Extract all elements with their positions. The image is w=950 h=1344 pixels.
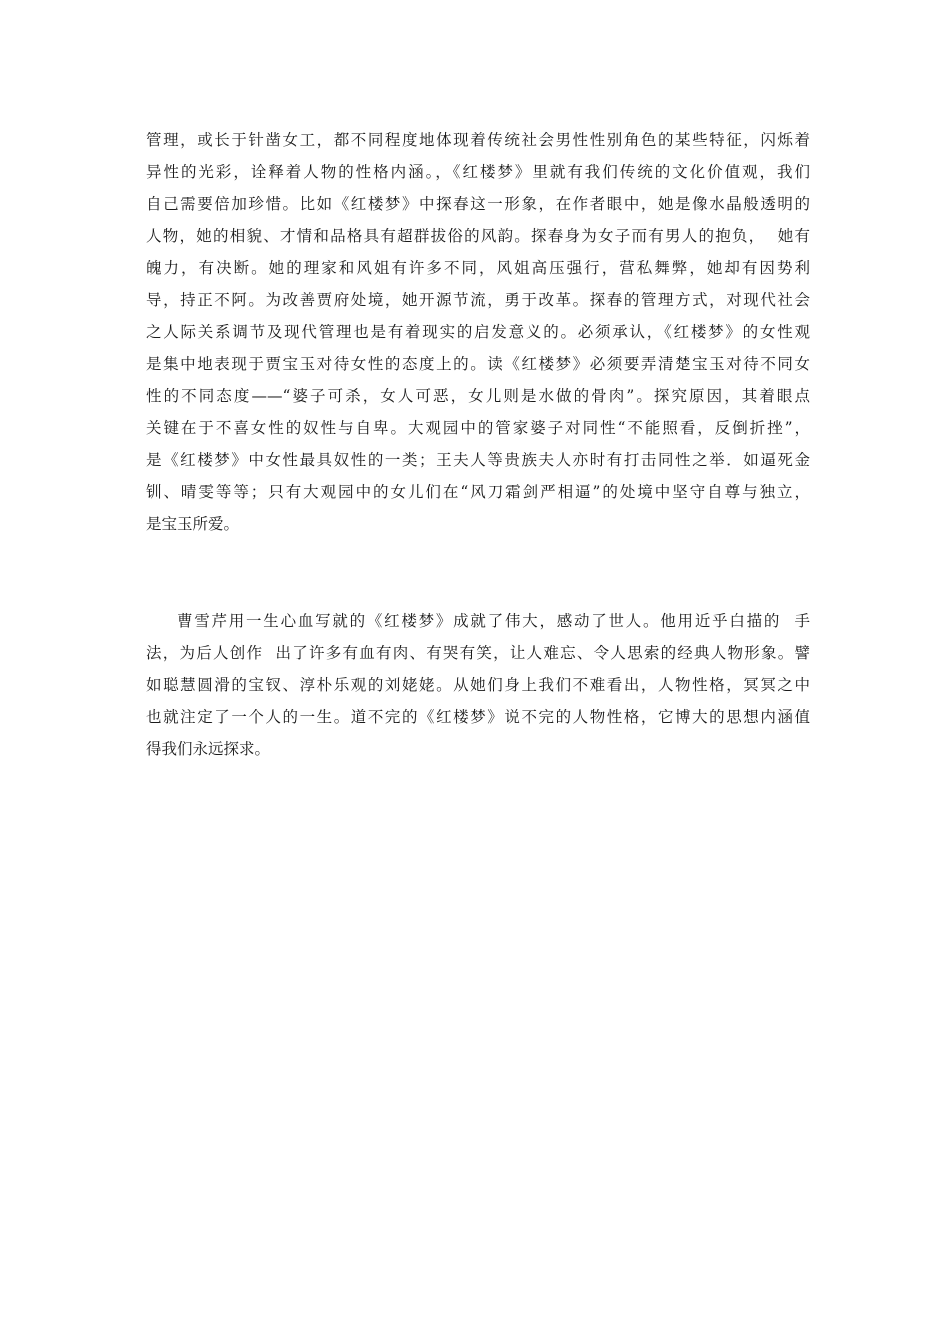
text-line: 法，为后人创作 出了许多有血有肉、有哭有笑，让人难忘、令人思索的经典人物形象。譬 — [146, 644, 810, 662]
text-line: 曹雪芹用一生心血写就的《红楼梦》成就了伟大，感动了世人。他用近乎白描的 手 — [177, 612, 810, 630]
text-line: 是《红楼梦》中女性最具奴性的一类；王夫人等贵族夫人亦时有打击同性之举．如逼死金 — [146, 451, 810, 469]
text-line: 异性的光彩，诠释着人物的性格内涵。，《红楼梦》里就有我们传统的文化价值观，我们 — [146, 163, 810, 181]
paragraph-1 — [146, 124, 810, 540]
text-line: 性的不同态度——“婆子可杀，女人可恶，女儿则是水做的骨肉”。探究原因，其着眼点 — [146, 387, 810, 405]
text-line: 得我们永远探求。 — [146, 740, 271, 758]
text-line: 是集中地表现于贾宝玉对待女性的态度上的。读《红楼梦》必须要弄清楚宝玉对待不同女 — [146, 355, 810, 373]
text-line: 导，持正不阿。为改善贾府处境，她开源节流，勇于改革。探春的管理方式，对现代社会 — [146, 291, 810, 309]
text-line: 也就注定了一个人的一生。道不完的《红楼梦》说不完的人物性格，它博大的思想内涵值 — [146, 708, 810, 726]
text-line: 是宝玉所爱。 — [146, 515, 240, 533]
text-line: 钏、晴雯等等；只有大观园中的女儿们在“风刀霜剑严相逼”的处境中坚守自尊与独立， — [146, 483, 810, 501]
text-line: 关键在于不喜女性的奴性与自卑。大观园中的管家婆子对同性“不能照看，反倒折挫”， — [146, 419, 810, 437]
text-line: 自己需要倍加珍惜。比如《红楼梦》中探春这一形象，在作者眼中，她是像水晶般透明的 — [146, 195, 810, 213]
text-line: 魄力，有决断。她的理家和风姐有许多不同，风姐高压强行，营私舞弊，她却有因势利 — [146, 259, 810, 277]
text-line: 如聪慧圆滑的宝钗、淳朴乐观的刘姥姥。从她们身上我们不难看出，人物性格，冥冥之中 — [146, 676, 810, 694]
text-line: 管理，或长于针凿女工，都不同程度地体现着传统社会男性性别角色的某些特征，闪烁着 — [146, 131, 810, 149]
paragraph-2 — [146, 605, 810, 765]
text-line: 之人际关系调节及现代管理也是有着现实的启发意义的。必须承认，《红楼梦》的女性观 — [146, 323, 810, 341]
text-line: 人物，她的相貌、才情和品格具有超群拔俗的风韵。探春身为女子而有男人的抱负， 她有 — [146, 227, 810, 245]
